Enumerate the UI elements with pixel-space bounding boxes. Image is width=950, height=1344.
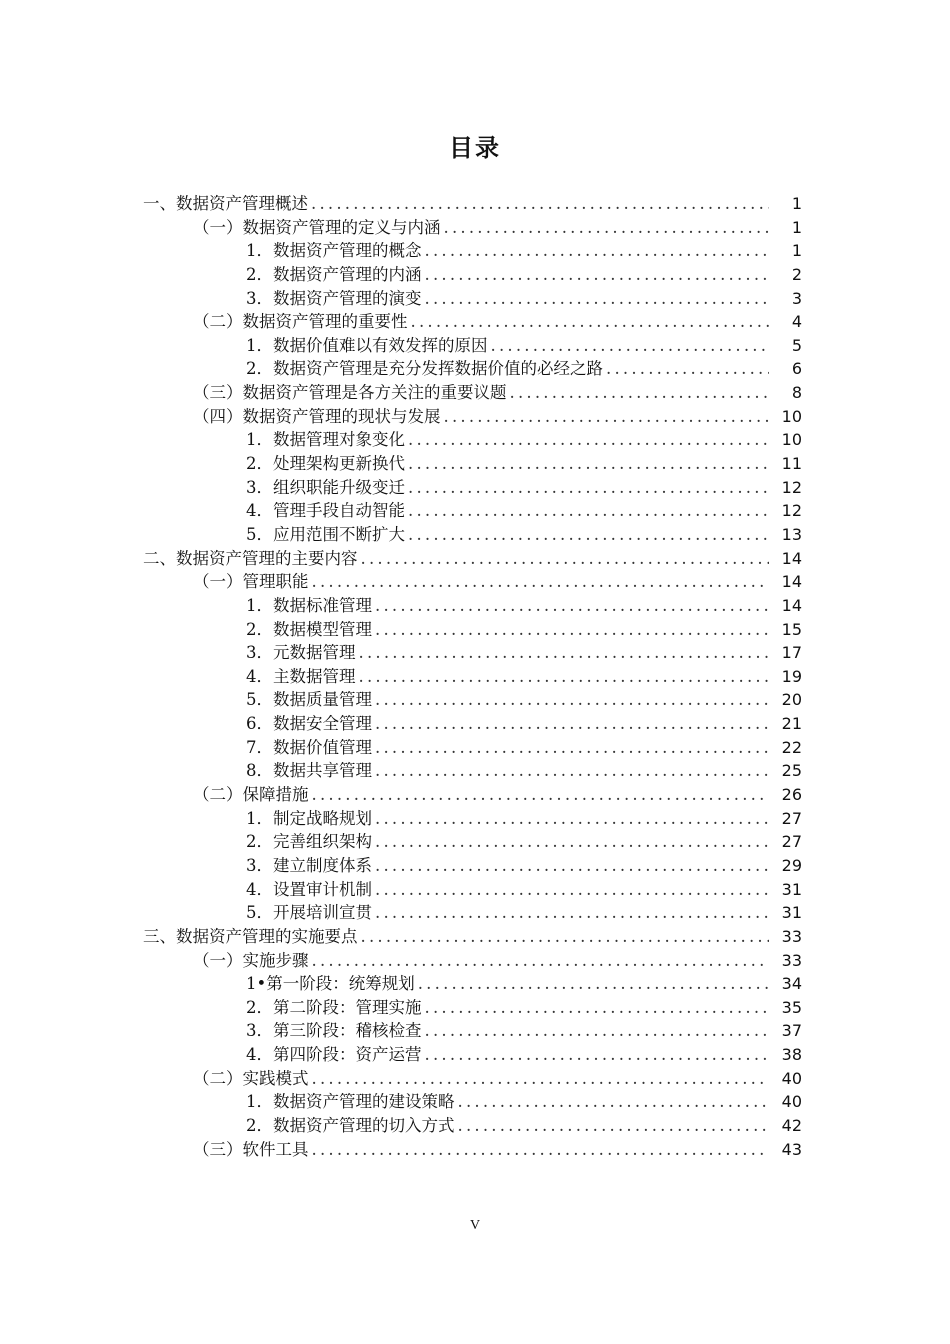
toc-leader-dots [425, 1043, 770, 1067]
toc-entry[interactable] [0, 1138, 950, 1162]
toc-entry[interactable] [0, 736, 950, 760]
toc-entry[interactable] [0, 901, 950, 925]
toc-leader-dots [375, 618, 769, 642]
toc-entry-label: 4．第四阶段：资产运营 [246, 1045, 422, 1065]
toc-entry[interactable] [0, 216, 950, 240]
toc-entry-page: 25 [781, 761, 802, 781]
toc-entry-page: 21 [781, 714, 802, 734]
toc-entry-page: 14 [781, 572, 802, 592]
toc-entry-page: 34 [781, 974, 802, 994]
toc-entry-label: 1．数据标准管理 [246, 595, 372, 615]
table-of-contents [0, 192, 950, 1161]
toc-entry[interactable] [0, 759, 950, 783]
toc-leader-dots [359, 665, 770, 689]
toc-entry[interactable] [0, 499, 950, 523]
toc-entry[interactable] [0, 925, 950, 949]
toc-entry-page: 29 [781, 855, 802, 875]
toc-entry-label: （一）管理职能 [193, 572, 309, 592]
toc-entry[interactable] [0, 712, 950, 736]
toc-leader-dots [375, 688, 769, 712]
toc-entry-label: 二、数据资产管理的主要内容 [143, 548, 358, 568]
toc-entry[interactable] [0, 1019, 950, 1043]
toc-entry-page: 27 [781, 832, 802, 852]
toc-entry-label: （一）实施步骤 [193, 950, 309, 970]
toc-entry-page: 2 [791, 264, 802, 284]
toc-entry-page: 40 [781, 1068, 802, 1088]
toc-entry-page: 5 [791, 335, 802, 355]
toc-entry-page: 13 [781, 524, 802, 544]
toc-entry-label: 2．第二阶段：管理实施 [246, 997, 422, 1017]
toc-entry[interactable] [0, 1114, 950, 1138]
toc-entry[interactable] [0, 594, 950, 618]
toc-entry[interactable] [0, 192, 950, 216]
toc-entry-page: 35 [781, 997, 802, 1017]
toc-entry-label: （二）保障措施 [193, 785, 309, 805]
toc-entry-label: 一、数据资产管理概述 [143, 194, 308, 213]
toc-entry-page: 1 [791, 217, 802, 237]
toc-leader-dots [375, 712, 769, 736]
toc-entry[interactable] [0, 428, 950, 452]
toc-entry-label: （三）软件工具 [193, 1139, 309, 1159]
toc-entry-page: 27 [781, 808, 802, 828]
toc-entry-page: 10 [781, 406, 802, 426]
toc-entry[interactable] [0, 334, 950, 358]
toc-leader-dots [311, 192, 769, 216]
toc-entry-label: 4．管理手段自动智能 [246, 501, 405, 521]
toc-entry[interactable] [0, 547, 950, 571]
toc-entry-label: 3．第三阶段：稽核检查 [246, 1021, 422, 1041]
toc-entry-page: 33 [781, 926, 802, 946]
toc-entry-label: 6．数据安全管理 [246, 714, 372, 734]
toc-entry[interactable] [0, 830, 950, 854]
toc-leader-dots [408, 428, 769, 452]
toc-entry-label: 2．数据资产管理是充分发挥数据价值的必经之路 [246, 359, 603, 379]
toc-entry-page: 6 [791, 359, 802, 379]
toc-entry-page: 8 [791, 383, 802, 403]
toc-leader-dots [375, 901, 769, 925]
toc-entry-page: 40 [781, 1092, 802, 1112]
toc-entry-label: 4．主数据管理 [246, 666, 356, 686]
toc-leader-dots [375, 830, 769, 854]
toc-leader-dots [491, 334, 770, 358]
toc-leader-dots [411, 310, 770, 334]
toc-leader-dots [408, 523, 769, 547]
toc-entry[interactable] [0, 641, 950, 665]
toc-leader-dots [425, 996, 770, 1020]
toc-leader-dots [510, 381, 770, 405]
toc-entry-label: 1．数据资产管理的概念 [246, 241, 422, 261]
toc-leader-dots [375, 854, 769, 878]
toc-entry-label: 3．数据资产管理的演变 [246, 288, 422, 308]
toc-entry-label: 8．数据共享管理 [246, 761, 372, 781]
toc-entry[interactable] [0, 618, 950, 642]
toc-entry[interactable] [0, 1090, 950, 1114]
toc-entry-label: （四）数据资产管理的现状与发展 [193, 406, 441, 426]
toc-entry-label: 2．数据模型管理 [246, 619, 372, 639]
toc-entry[interactable] [0, 949, 950, 973]
toc-leader-dots [312, 1067, 770, 1091]
toc-entry-page: 37 [781, 1021, 802, 1041]
toc-entry-page: 31 [781, 903, 802, 923]
toc-entry-page: 17 [781, 643, 802, 663]
toc-leader-dots [312, 570, 770, 594]
toc-entry-label: 3．元数据管理 [246, 643, 356, 663]
toc-entry-page: 4 [791, 312, 802, 332]
toc-entry[interactable] [0, 1043, 950, 1067]
toc-entry-label: 2．数据资产管理的切入方式 [246, 1115, 455, 1135]
toc-entry-label: 3．建立制度体系 [246, 855, 372, 875]
toc-entry-label: （二）数据资产管理的重要性 [193, 312, 408, 332]
toc-entry-page: 42 [781, 1115, 802, 1135]
toc-entry-label: 1．制定战略规划 [246, 808, 372, 828]
toc-entry-page: 14 [781, 548, 802, 568]
toc-leader-dots [375, 736, 769, 760]
toc-entry[interactable] [0, 287, 950, 311]
toc-leader-dots [425, 263, 770, 287]
toc-entry[interactable] [0, 405, 950, 429]
toc-entry-page: 11 [781, 454, 802, 474]
toc-entry-label: 1．数据管理对象变化 [246, 430, 405, 450]
toc-entry-label: （一）数据资产管理的定义与内涵 [193, 217, 441, 237]
toc-entry-page: 22 [781, 737, 802, 757]
toc-leader-dots [312, 783, 770, 807]
toc-entry[interactable] [0, 239, 950, 263]
toc-entry-label: 1•第一阶段：统筹规划 [246, 974, 415, 994]
toc-leader-dots [458, 1114, 770, 1138]
toc-entry[interactable] [0, 972, 950, 996]
toc-entry[interactable] [0, 807, 950, 831]
toc-entry[interactable] [0, 310, 950, 334]
toc-entry-label: 3．组织职能升级变迁 [246, 477, 405, 497]
toc-leader-dots [312, 1138, 770, 1162]
toc-entry[interactable] [0, 476, 950, 500]
toc-entry-page: 26 [781, 785, 802, 805]
toc-entry-label: 2．数据资产管理的内涵 [246, 264, 422, 284]
toc-entry-label: 5．开展培训宣贯 [246, 903, 372, 923]
toc-leader-dots [361, 925, 770, 949]
toc-entry-label: 4．设置审计机制 [246, 879, 372, 899]
toc-entry-label: （三）数据资产管理是各方关注的重要议题 [193, 383, 507, 403]
toc-leader-dots [375, 878, 769, 902]
toc-entry[interactable] [0, 523, 950, 547]
toc-entry-label: 2．完善组织架构 [246, 832, 372, 852]
toc-entry[interactable] [0, 381, 950, 405]
toc-entry-label: 1．数据价值难以有效发挥的原因 [246, 335, 488, 355]
toc-entry-label: 三、数据资产管理的实施要点 [143, 926, 358, 946]
toc-entry-page: 31 [781, 879, 802, 899]
toc-entry-page: 12 [781, 501, 802, 521]
toc-leader-dots [458, 1090, 770, 1114]
toc-leader-dots [606, 357, 769, 381]
toc-entry-page: 12 [781, 477, 802, 497]
toc-entry[interactable] [0, 688, 950, 712]
toc-entry-label: 2．处理架构更新换代 [246, 454, 405, 474]
toc-entry[interactable] [0, 878, 950, 902]
toc-entry[interactable] [0, 263, 950, 287]
toc-leader-dots [375, 807, 769, 831]
toc-entry-page: 20 [781, 690, 802, 710]
toc-entry-label: 7．数据价值管理 [246, 737, 372, 757]
toc-leader-dots [312, 949, 770, 973]
page-number: V [469, 1218, 481, 1233]
toc-leader-dots [375, 594, 769, 618]
toc-leader-dots [418, 972, 769, 996]
toc-leader-dots [425, 287, 770, 311]
toc-leader-dots [359, 641, 770, 665]
toc-entry[interactable] [0, 452, 950, 476]
toc-leader-dots [444, 405, 770, 429]
toc-entry-page: 33 [781, 950, 802, 970]
toc-entry-page: 19 [781, 666, 802, 686]
toc-leader-dots [375, 759, 769, 783]
toc-leader-dots [361, 547, 770, 571]
toc-entry[interactable] [0, 783, 950, 807]
toc-entry-label: 5．应用范围不断扩大 [246, 524, 405, 544]
toc-leader-dots [444, 216, 770, 240]
toc-entry-page: 1 [791, 194, 802, 213]
toc-entry-page: 3 [791, 288, 802, 308]
toc-entry-label: 1．数据资产管理的建设策略 [246, 1092, 455, 1112]
toc-entry[interactable] [0, 357, 950, 381]
toc-entry-page: 43 [781, 1139, 802, 1159]
toc-entry[interactable] [0, 570, 950, 594]
toc-entry-page: 10 [781, 430, 802, 450]
toc-leader-dots [408, 476, 769, 500]
page-title: 目录 [449, 134, 501, 162]
toc-entry-label: （二）实践模式 [193, 1068, 309, 1088]
toc-entry-page: 38 [781, 1045, 802, 1065]
toc-entry[interactable] [0, 854, 950, 878]
toc-entry-page: 1 [791, 241, 802, 261]
toc-entry-page: 15 [781, 619, 802, 639]
toc-leader-dots [408, 452, 769, 476]
toc-leader-dots [425, 239, 770, 263]
toc-leader-dots [408, 499, 769, 523]
toc-entry[interactable] [0, 1067, 950, 1091]
toc-entry[interactable] [0, 665, 950, 689]
toc-entry-page: 14 [781, 595, 802, 615]
toc-leader-dots [425, 1019, 770, 1043]
toc-entry-label: 5．数据质量管理 [246, 690, 372, 710]
toc-entry[interactable] [0, 996, 950, 1020]
